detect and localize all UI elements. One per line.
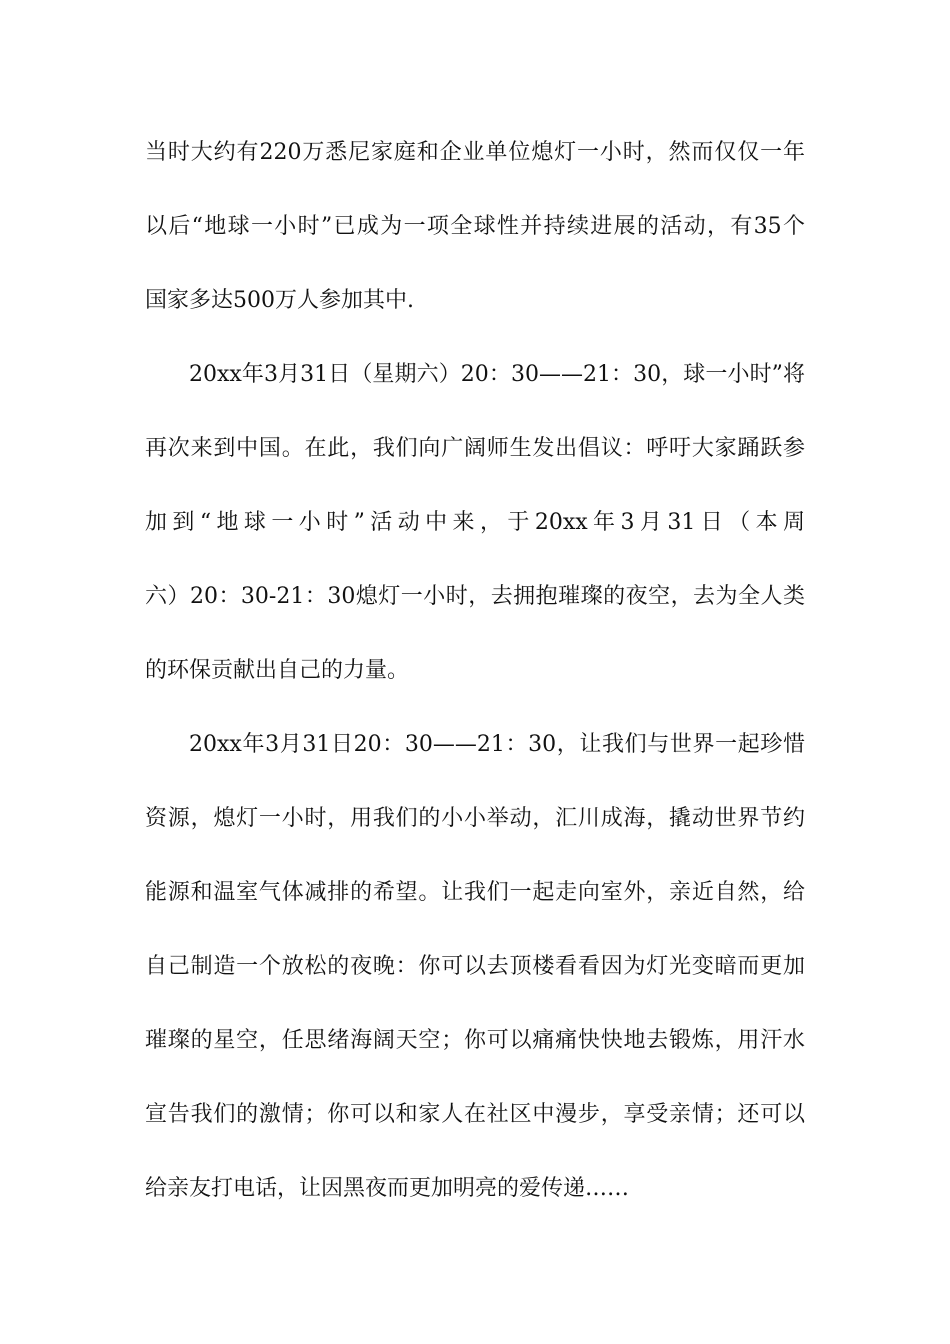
paragraph-3-line-1: 20xx年3月31日20：30——21：30，让我们与世界一起珍惜 [189, 732, 805, 757]
paragraph-2-line-2: 再次来到中国。在此，我们向广阔师生发出倡议：呼吁大家踊跃参 [145, 436, 805, 461]
paragraph-2-line-3: 加到“地球一小时”活动中来，于20xx年3月31日（本周 [145, 510, 805, 535]
paragraph-1-line-2: 以后“地球一小时”已成为一项全球性并持续进展的活动，有35个 [145, 214, 805, 239]
paragraph-3-line-2: 资源，熄灯一小时，用我们的小小举动，汇川成海，撬动世界节约 [145, 806, 805, 831]
paragraph-2-line-5: 的环保贡献出自己的力量。 [145, 658, 410, 683]
paragraph-3-line-3: 能源和温室气体减排的希望。让我们一起走向室外，亲近自然，给 [145, 880, 805, 905]
paragraph-3-line-5: 璀璨的星空，任思绪海阔天空；你可以痛痛快快地去锻炼，用汗水 [145, 1028, 805, 1053]
paragraph-1-line-3: 国家多达500万人参加其中. [145, 288, 414, 313]
paragraph-2-line-1: 20xx年3月31日（星期六）20：30——21：30，球一小时”将 [189, 362, 805, 387]
paragraph-1-line-1: 当时大约有220万悉尼家庭和企业单位熄灯一小时，然而仅仅一年 [145, 140, 805, 165]
paragraph-3-line-4: 自己制造一个放松的夜晚：你可以去顶楼看看因为灯光变暗而更加 [145, 954, 805, 979]
paragraph-2-line-4: 六）20：30-21：30熄灯一小时，去拥抱璀璨的夜空，去为全人类 [145, 584, 805, 609]
paragraph-3-line-6: 宣告我们的激情；你可以和家人在社区中漫步，享受亲情；还可以 [145, 1102, 805, 1127]
paragraph-3-line-7: 给亲友打电话，让因黑夜而更加明亮的爱传递…… [145, 1176, 630, 1201]
